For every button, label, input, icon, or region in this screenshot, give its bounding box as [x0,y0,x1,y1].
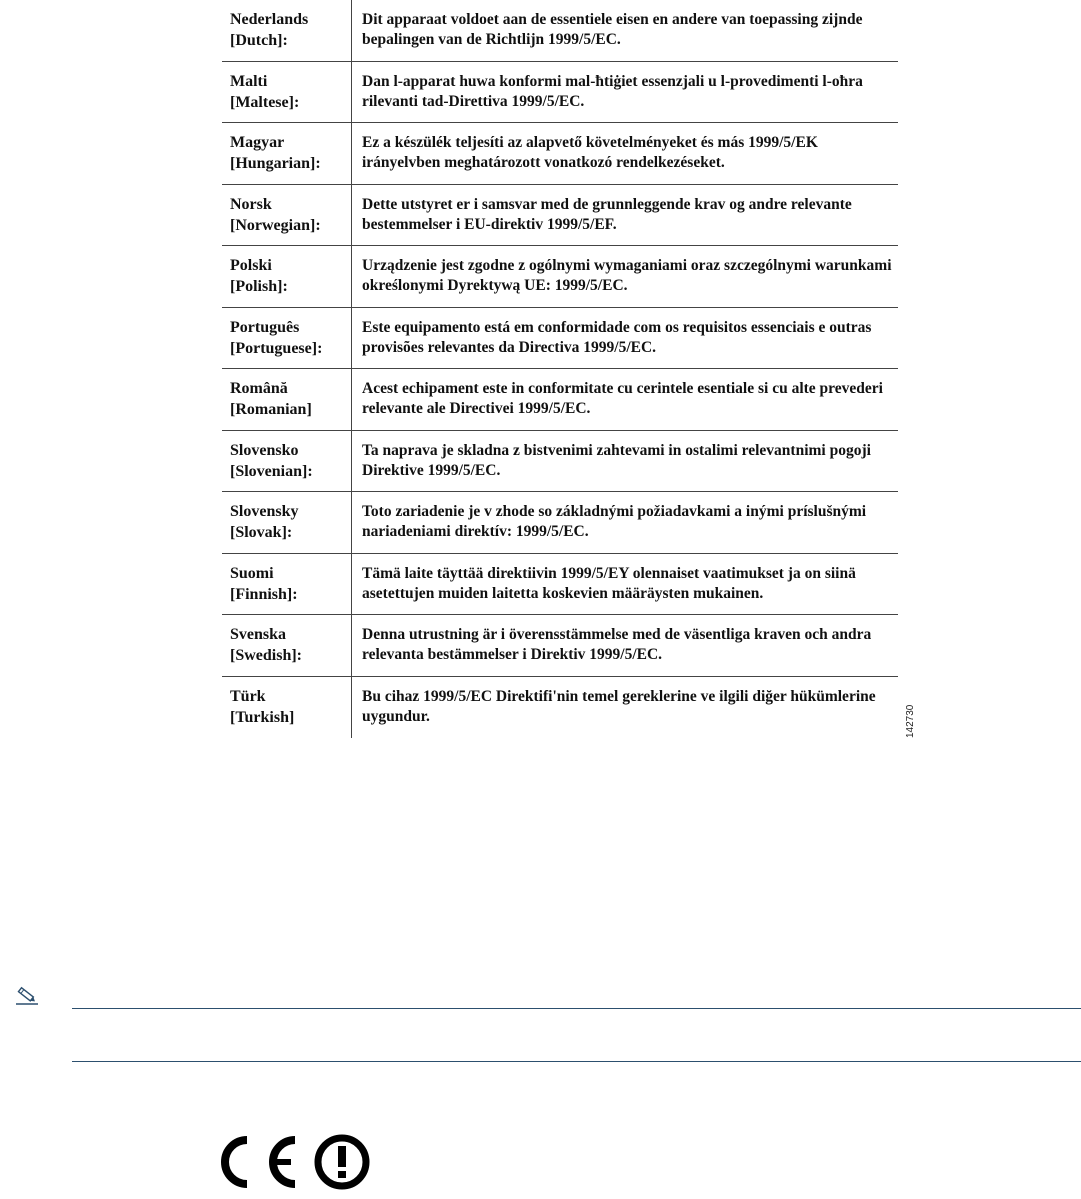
language-english: [Turkish] [230,709,295,727]
declaration-text: Este equipamento está em conformidade com os requisitos essenciais e outras provisões relevantes da Directiva 1999/5/EC. [362,318,872,356]
language-cell [222,62,352,123]
declaration-text: Bu cihaz 1999/5/EC Direktifi'nin temel gereklerine ve ilgili diğer hükümlerine uygundur. [362,688,876,726]
language-name: Magyar [230,134,285,152]
language-english: [Hungarian]: [230,155,321,173]
declaration-text: Toto zariadenie je v zhode so základnými požiadavkami a inými príslušnými nariadeniami direktív: 1999/5/EC. [362,503,867,541]
declaration-table [222,0,898,738]
table-row [222,246,898,308]
table-row [222,615,898,677]
language-cell [222,677,352,739]
language-name: Română [230,380,288,398]
note-divider-top [72,1008,1081,1009]
language-name: Slovensko [230,441,299,459]
table-row [222,554,898,616]
language-name: Malti [230,72,268,90]
language-name: Norsk [230,195,272,213]
language-name: Türk [230,688,266,706]
table-row [222,492,898,554]
language-cell [222,185,352,246]
language-english: [Polish]: [230,278,288,296]
language-cell [222,492,352,553]
declaration-text: Dette utstyret er i samsvar med de grunnleggende krav og andre relevante bestemmelser i EU-direktiv 1999/5/EF. [362,195,852,233]
language-cell [222,369,352,430]
language-english: [Dutch]: [230,32,288,50]
language-english: [Romanian] [230,401,312,419]
language-cell [222,308,352,369]
language-name: Nederlands [230,11,309,29]
table-row [222,62,898,124]
note-divider-bottom [72,1061,1081,1062]
language-cell [222,0,352,61]
pencil-note-icon [14,984,40,1006]
figure-id: 142730 [905,704,916,738]
table-row [222,431,898,493]
table-row [222,185,898,247]
language-name: Suomi [230,564,274,582]
declaration-text: Dit apparaat voldoet aan de essentiele eisen en andere van toepassing zijnde bepalingen van de Richtlijn 1999/5/EC. [362,11,863,49]
ce-alert-mark [216,1130,376,1194]
table-row [222,677,898,739]
language-name: Português [230,318,300,336]
table-row [222,308,898,370]
language-english: [Swedish]: [230,647,303,665]
language-english: [Slovenian]: [230,462,313,480]
language-cell [222,246,352,307]
language-name: Polski [230,257,272,275]
declaration-text: Denna utrustning är i överensstämmelse med de väsentliga kraven och andra relevanta bestämmelser i Direktiv 1999/5/EC. [362,626,872,664]
language-cell [222,554,352,615]
declaration-text: Acest echipament este in conformitate cu cerintele esentiale si cu alte prevederi relevante ale Directivei 1999/5/EC. [362,380,883,418]
language-cell [222,123,352,184]
language-english: [Maltese]: [230,93,300,111]
language-name: Svenska [230,626,287,644]
table-row [222,0,898,62]
language-english: [Slovak]: [230,524,293,542]
language-english: [Norwegian]: [230,216,321,234]
table-row [222,369,898,431]
declaration-text: Ta naprava je skladna z bistvenimi zahtevami in ostalimi relevantnimi pogoji Direktive 1999/5/EC. [362,441,871,479]
language-english: [Portuguese]: [230,339,323,357]
language-cell [222,615,352,676]
language-cell [222,431,352,492]
declaration-text: Ez a készülék teljesíti az alapvető követelményeket és más 1999/5/EK irányelvben meghatározott vonatkozó rendelkezéseket. [362,134,818,172]
declaration-text: Dan l-apparat huwa konformi mal-ħtiġiet essenzjali u l-provedimenti l-oħra rilevanti tad-Direttiva 1999/5/EC. [362,72,863,110]
language-name: Slovensky [230,503,299,521]
declaration-text: Urządzenie jest zgodne z ogólnymi wymaganiami oraz szczególnymi warunkami określonymi Dyrektywą UE: 1999/5/EC. [362,257,892,295]
declaration-text: Tämä laite täyttää direktiivin 1999/5/EY olennaiset vaatimukset ja on siinä asetettujen muiden laitetta koskevien määräysten mukainen. [362,564,856,602]
table-row [222,123,898,185]
language-english: [Finnish]: [230,585,298,603]
